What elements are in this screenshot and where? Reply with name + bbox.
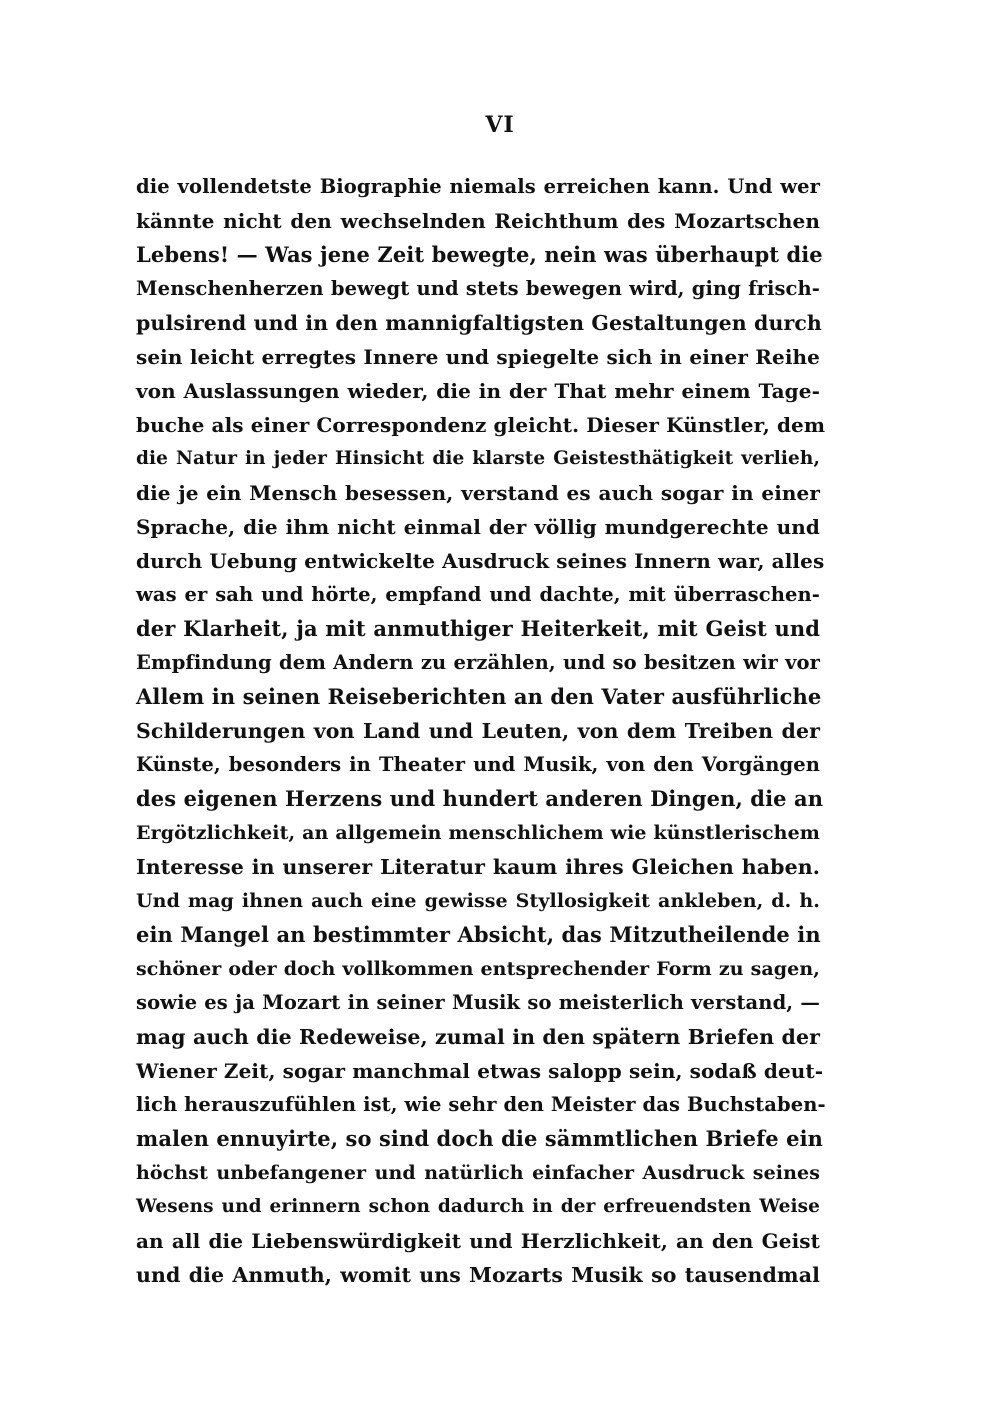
text-line: sowie es ja Mozart in seiner Musik so meisterlich verstand, — bbox=[136, 991, 820, 1014]
text-line: Allem in seinen Reiseberichten an den Vater ausführliche bbox=[136, 684, 822, 709]
text-line: pulsirend und in den mannigfaltigsten Gestaltungen durch bbox=[136, 311, 822, 335]
text-line: buche als einer Correspondenz gleicht. Dieser Künstler, dem bbox=[136, 413, 826, 437]
text-line: die je ein Mensch besessen, verstand es auch sogar in einer bbox=[136, 481, 820, 505]
text-line: ein Mangel an bestimmter Absicht, das Mitzutheilende in bbox=[136, 922, 821, 947]
text-line: Lebens! — Was jene Zeit bewegte, nein was überhaupt die bbox=[136, 242, 823, 267]
text-line: die Natur in jeder Hinsicht die klarste Geistesthätigkeit verlieh, bbox=[136, 448, 820, 469]
text-line: Wesens und erinnern schon dadurch in der erfreuendsten Weise bbox=[136, 1196, 820, 1217]
text-line: höchst unbefangener und natürlich einfacher Ausdruck seines bbox=[136, 1162, 820, 1184]
text-line: von Auslassungen wieder, die in der That mehr einem Tage- bbox=[136, 379, 820, 403]
text-line: Schilderungen von Land und Leuten, von dem Treiben der bbox=[136, 719, 820, 743]
text-line: Empfindung dem Andern zu erzählen, und so besitzen wir vor bbox=[136, 651, 820, 674]
text-line: was er sah und hörte, empfand und dachte, mit überraschen- bbox=[136, 583, 820, 606]
text-line: Und mag ihnen auch eine gewisse Styllosigkeit ankleben, d. h. bbox=[136, 890, 820, 912]
text-line: mag auch die Redeweise, zumal in den spätern Briefen der bbox=[136, 1025, 820, 1049]
text-line: Ergötzlichkeit, an allgemein menschlichem wie künstlerischem bbox=[136, 822, 820, 844]
text-line: Interesse in unserer Literatur kaum ihres Gleichen haben. bbox=[136, 855, 820, 879]
page-number: VI bbox=[485, 112, 515, 138]
text-line: Sprache, die ihm nicht einmal der völlig mundgerechte und bbox=[136, 515, 820, 539]
text-line: des eigenen Herzens und hundert anderen Dingen, die an bbox=[136, 786, 824, 811]
body-text bbox=[136, 170, 826, 1292]
text-line: sein leicht erregtes Innere und spiegelte sich in einer Reihe bbox=[136, 345, 820, 369]
text-line: malen ennuyirte, so sind doch die sämmtlichen Briefe ein bbox=[136, 1126, 824, 1151]
text-line: die vollendetste Biographie niemals erreichen kann. Und wer bbox=[136, 175, 820, 198]
text-line: der Klarheit, ja mit anmuthiger Heiterkeit, mit Geist und bbox=[136, 616, 820, 641]
text-line: Wiener Zeit, sogar manchmal etwas salopp sein, sodaß deut- bbox=[136, 1059, 824, 1083]
text-line: Menschenherzen bewegt und stets bewegen wird, ging frisch- bbox=[136, 277, 820, 300]
text-line: kännte nicht den wechselnden Reichthum des Mozartschen bbox=[136, 209, 820, 233]
text-line: Künste, besonders in Theater und Musik, von den Vorgängen bbox=[136, 753, 820, 776]
text-line: an all die Liebenswürdigkeit und Herzlichkeit, an den Geist bbox=[136, 1229, 820, 1253]
text-line: und die Anmuth, womit uns Mozarts Musik so tausendmal bbox=[136, 1263, 820, 1287]
text-line: schöner oder doch vollkommen entsprechender Form zu sagen, bbox=[136, 958, 820, 980]
text-line: durch Uebung entwickelte Ausdruck seines Innern war, alles bbox=[136, 549, 825, 573]
text-line: lich herauszufühlen ist, wie sehr den Meister das Buchstaben- bbox=[136, 1093, 826, 1116]
